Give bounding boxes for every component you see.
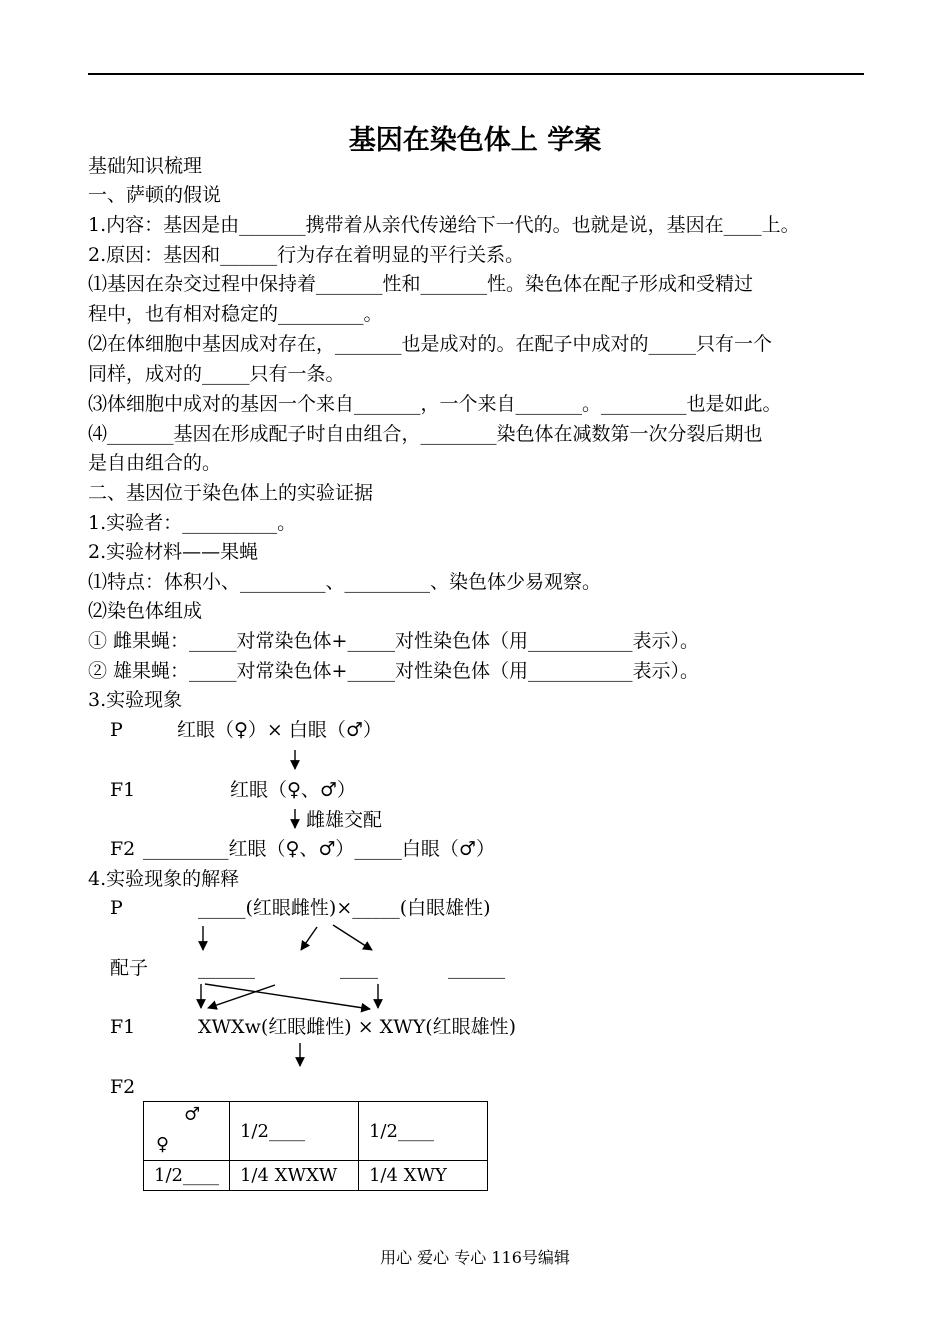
table-corner — [144, 1102, 230, 1161]
text-line: ⑴特点：体积小、_________、_________、染色体少易观察。 — [88, 571, 602, 593]
f1-text: XWXw(红眼雌性) × XWY(红眼雄性) — [198, 1016, 517, 1038]
page-footer: 用心 爱心 专心 116号编辑 — [380, 1248, 570, 1267]
text-line: 2.原因：基因和______行为存在着明显的平行关系。 — [88, 244, 525, 266]
f1-label: F1 — [110, 779, 136, 801]
p-cross-text: _____(红眼雌性)×_____(白眼雄性) — [198, 897, 491, 919]
gamete-label: 配子 — [110, 957, 149, 979]
section-heading: 一、萨顿的假说 — [88, 184, 222, 206]
page-title: 基因在染色体上 学案 — [348, 125, 602, 156]
table-cell: 1/4 XWY — [358, 1161, 487, 1191]
text-line: ⑵在体细胞中基因成对存在，_______也是成对的。在配子中成对的_____只有一个 — [88, 333, 773, 355]
gamete-blank: ____ — [340, 957, 378, 979]
text-line: ① 雌果蝇：_____对常染色体+_____对性染色体（用___________表示）。 — [88, 630, 699, 652]
text-line: ⑶体细胞中成对的基因一个来自_______，一个来自_______。_________也是如此。 — [88, 393, 782, 415]
mating-label: 雌雄交配 — [306, 809, 383, 831]
p-cross-text: 红眼（♀）× 白眼（♂） — [177, 719, 382, 741]
arrow-diag — [301, 927, 317, 950]
top-rule — [88, 73, 864, 75]
table-cell: 1/4 XWXW — [229, 1161, 358, 1191]
text-line: ⑵染色体组成 — [88, 600, 203, 622]
table-header-cell: 1/2____ — [229, 1102, 358, 1161]
gamete-blank: ______ — [448, 957, 505, 979]
section-heading: 4.实验现象的解释 — [88, 868, 240, 890]
text-line: ⑷_______基因在形成配子时自由组合，________染色体在减数第一次分裂后期也 — [88, 423, 763, 445]
f2-text: _________红眼（♀、♂）_____白眼（♂） — [143, 838, 495, 860]
f1-text: 红眼（♀、♂） — [230, 779, 356, 801]
text-line: ⑴基因在杂交过程中保持着_______性和_______性。染色体在配子形成和受精过 — [88, 273, 754, 295]
arrow-diag — [333, 925, 372, 950]
section-heading: 二、基因位于染色体上的实验证据 — [88, 482, 374, 504]
gamete-blank: ______ — [198, 957, 255, 979]
p-label: P — [110, 719, 123, 741]
punnett-table — [143, 1101, 488, 1191]
text-line: 1.实验者：__________。 — [88, 512, 297, 534]
arrow-cross — [208, 985, 275, 1008]
text-line: 同样，成对的_____只有一条。 — [88, 363, 345, 385]
table-header-cell: 1/2____ — [358, 1102, 487, 1161]
text-line: 2.实验材料——果蝇 — [88, 541, 259, 563]
table-row-label: 1/2____ — [144, 1161, 230, 1191]
f2-label: F2 — [110, 1076, 136, 1098]
text-line: 程中，也有相对稳定的_________。 — [88, 303, 383, 325]
p-label: P — [110, 897, 123, 919]
section-heading: 基础知识梳理 — [88, 155, 203, 177]
text-line: 1.内容：基因是由_______携带着从亲代传递给下一代的。也就是说，基因在____上。 — [88, 214, 800, 236]
text-line: 是自由组合的。 — [88, 452, 222, 474]
arrow-cross — [205, 984, 370, 1009]
female-symbol: ♀ — [156, 1134, 170, 1155]
f1-label: F1 — [110, 1016, 136, 1038]
f2-label: F2 — [110, 838, 136, 860]
section-heading: 3.实验现象 — [88, 689, 183, 711]
text-line: ② 雄果蝇：_____对常染色体+_____对性染色体（用___________表示）。 — [88, 660, 699, 682]
male-symbol: ♂ — [184, 1104, 201, 1125]
